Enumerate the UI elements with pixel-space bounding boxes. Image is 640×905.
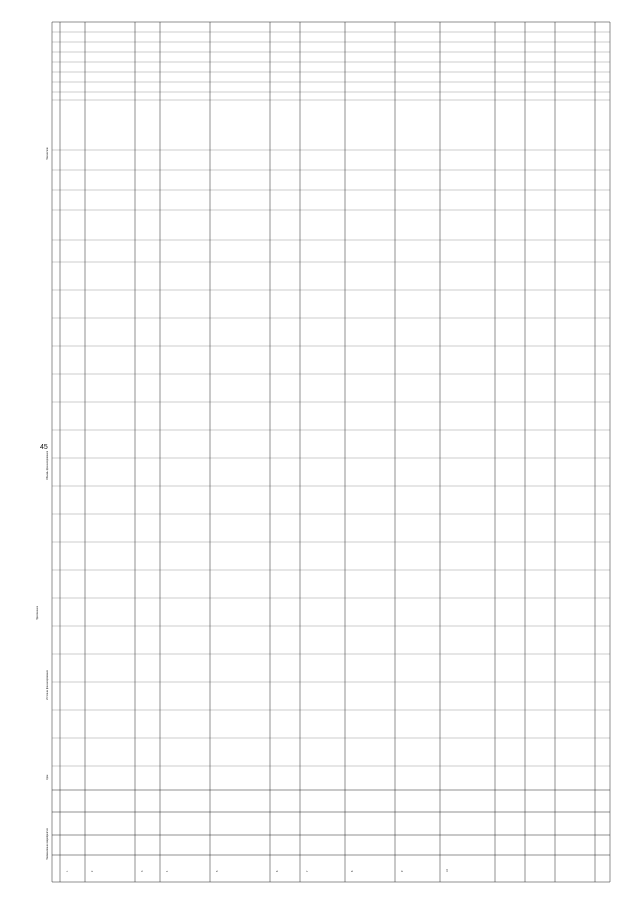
header-volume: Объемы финансирования (46, 451, 49, 480)
row-number-7: 8 (351, 870, 354, 872)
row-number-6: 7 (306, 870, 309, 872)
row-number-4: 5 (216, 870, 219, 872)
row-number-8: 9 (401, 870, 404, 872)
row-number-5: 6 (276, 870, 279, 872)
row-number-0: 1 (66, 870, 69, 872)
header-indicators: Показатели (46, 147, 49, 160)
header-source: Источник финансирования (46, 670, 49, 700)
header-term: Срок (46, 774, 49, 780)
row-number-1: 2 (91, 870, 94, 872)
page-number: 45 (40, 444, 48, 451)
header-name: Наименование мероприятия (46, 828, 49, 860)
row-number-2: 3 (141, 870, 144, 872)
row-number-3: 4 (166, 870, 169, 872)
section-label: Приложение (36, 605, 39, 620)
row-number-9: 10 (446, 869, 449, 872)
